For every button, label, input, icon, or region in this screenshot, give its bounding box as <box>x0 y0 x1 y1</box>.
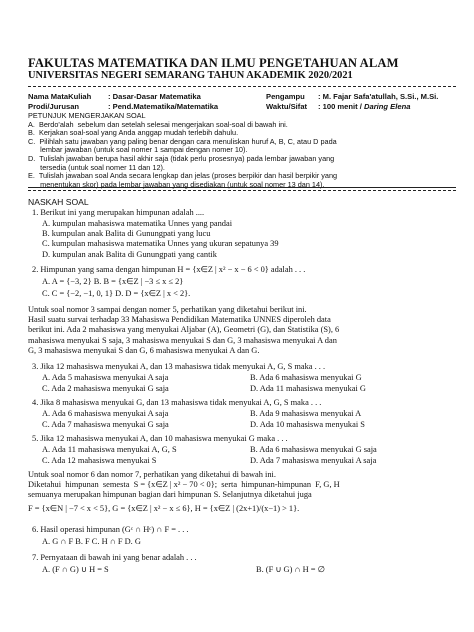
q2-option-ab: A. A = {−3, 2} B. B = {x∈Z | −3 ≤ x ≤ 2} <box>42 277 184 286</box>
q1-option-b: B. kumpulan anak Balita di Gunungpati yang lucu <box>42 229 211 239</box>
q1-option-a: A. kumpulan mahasiswa matematika Unnes yang pandai <box>42 219 233 228</box>
instructions-title: PETUNJUK MENGERJAKAN SOAL <box>28 111 146 120</box>
context-6-7 <box>28 470 456 514</box>
context-line: Hasil suatu survai terhadap 33 Mahasiswa Pendidikan Matematika UNNES diperoleh data <box>28 315 331 325</box>
naskah-title: NASKAH SOAL <box>28 197 89 207</box>
time-label: Waktu/Sifat <box>266 102 308 111</box>
q5-option-c: C. Ada 12 mahasiswa menyukai S <box>42 456 157 465</box>
q4-option-d: D. Ada 10 mahasiswa menyukai S <box>250 420 365 429</box>
context-line: berikut ini. Ada 2 mahasiswa yang menyukai Aljabar (A), Geometri (G), dan Statistika (S), 6 <box>28 325 340 335</box>
q5-option-b: B. Ada 6 mahasiswa menyukai G saja <box>250 445 377 454</box>
question-1-options <box>42 219 279 260</box>
time-mode: Daring Elena <box>364 102 411 111</box>
q3-option-b: B. Ada 6 mahasiswa menyukai G <box>250 373 362 382</box>
question-6-stem: 6. Hasil operasi himpunan (Gᶜ ∩ Hᶜ) ∩ F = . . . <box>32 525 189 534</box>
lecturer-value: : M. Fajar Safa'atullah, S.Si., M.Si. <box>318 92 439 101</box>
context-line: Untuk soal nomor 3 sampai dengan nomer 5, perhatikan yang diketahui berikut ini. <box>28 305 307 314</box>
instructions-block <box>28 112 452 189</box>
q3-option-d: D. Ada 11 mahasiswa menyukai G <box>250 384 366 393</box>
context-line: F = {x∈N | −7 < x < 5}, G = {x∈Z | x² − x ≤ 6}, H = {x∈Z | (2x+1)/(x−1) > 1}. <box>28 503 300 513</box>
q1-option-d: D. kumpulan anak Balita di Gunungpati yang cantik <box>42 249 217 259</box>
program-label: Prodi/Jurusan <box>28 102 80 111</box>
context-line: Diketahui himpunan semesta S = {x∈Z | x² − 70 < 0}; serta himpunan-himpunan F, G, H <box>28 480 340 490</box>
context-line: semuanya merupakan himpunan bagian dari himpunan S. Selanjutnya diketahui juga <box>28 490 312 500</box>
question-5-stem: 5. Jika 12 mahasiswa menyukai A, dan 10 mahasiswa menyukai G maka . . . <box>32 434 288 443</box>
q4-option-a: A. Ada 6 mahasiswa menyukai A saja <box>42 409 169 418</box>
instruction-item: A. Berdo'alah sebelum dan setelah selesai mengerjakan soal-soal di bawah ini. <box>28 119 288 129</box>
q4-option-b: B. Ada 9 mahasiswa menyukai A <box>250 409 362 418</box>
context-3-5 <box>28 305 456 356</box>
question-2-stem: 2. Himpunan yang sama dengan himpunan H = {x∈Z | x² − x − 6 < 0} adalah . . . <box>32 265 306 274</box>
course-value: : Dasar-Dasar Matematika <box>108 92 201 101</box>
lecturer-label: Pengampu <box>266 92 305 101</box>
q5-option-a: A. Ada 11 mahasiswa menyukai A, G, S <box>42 445 177 454</box>
instruction-item: E. Tulislah jawaban soal Anda secara lengkap dan jelas (proses berpikir dan hasil berpikir yang <box>28 171 338 181</box>
instruction-item: lembar jawaban (untuk soal nomer 1 sampai dengan nomer 10). <box>28 145 248 155</box>
instruction-item: C. Pilihlah satu jawaban yang paling benar dengan cara menuliskan huruf A, B, C, atau D pada <box>28 136 337 146</box>
question-7-stem: 7. Pernyataan di bawah ini yang benar adalah . . . <box>32 553 197 562</box>
faculty-title: FAKULTAS MATEMATIKA DAN ILMU PENGETAHUAN ALAM <box>28 56 399 70</box>
q7-option-b: B. (F ∪ G) ∩ H = ∅ <box>256 565 325 574</box>
q6-options: A. G ∩ F B. F C. H ∩ F D. G <box>42 537 141 546</box>
q4-option-c: C. Ada 7 mahasiswa menyukai G saja <box>42 420 169 429</box>
context-line: Untuk soal nomor 6 dan nomor 7, perhatikan yang diketahui di bawah ini. <box>28 470 276 479</box>
instructions-divider <box>28 187 456 188</box>
q5-option-d: D. Ada 7 mahasiswa menyukai A saja <box>250 456 377 465</box>
instructions-divider-2 <box>28 190 456 191</box>
q3-option-a: A. Ada 5 mahasiswa menyukai A saja <box>42 373 169 382</box>
instruction-item: D. Tulislah jawaban berupa hasil akhir saja (tidak perlu prosesnya) pada lembar jawaban yang <box>28 153 335 163</box>
context-line: G, 3 mahasiswa menyukai S dan G, 6 mahasiswa menyukai A dan G. <box>28 345 260 355</box>
course-info-left <box>28 92 218 112</box>
q1-option-c: C. kumpulan mahasiswa matematika Unnes yang ukuran sepatunya 39 <box>42 239 279 249</box>
q7-option-a: A. (F ∩ G) ∪ H = S <box>42 565 109 574</box>
question-3-stem: 3. Jika 12 mahasiswa menyukai A, dan 13 mahasiswa tidak menyukai A, G, S maka . . . <box>32 362 326 371</box>
course-info-right <box>266 92 438 112</box>
time-value: : 100 menit / <box>318 102 362 111</box>
university-title: UNIVERSITAS NEGERI SEMARANG TAHUN AKADEMIK 2020/2021 <box>28 70 353 81</box>
question-1-stem: 1. Berikut ini yang merupakan himpunan adalah .... <box>32 208 205 217</box>
instruction-item: menentukan skor) pada lembar jawaban yang disediakan (untuk soal nomer 13 dan 14). <box>28 179 325 189</box>
q3-option-c: C. Ada 2 mahasiswa menyukai G saja <box>42 384 169 393</box>
program-value: : Pend.Matematika/Matematika <box>108 102 219 111</box>
q2-option-cd: C. C = {−2, −1, 0, 1} D. D = {x∈Z | x < 2}. <box>42 289 191 298</box>
header-divider <box>28 86 456 87</box>
exam-page <box>28 0 456 632</box>
instruction-item: B. Kerjakan soal-soal yang Anda anggap mudah terlebih dahulu. <box>28 128 239 138</box>
context-line: mahasiswa menyukai S saja, 3 mahasiswa menyukai S dan G, 3 mahasiswa menyukai A dan <box>28 335 337 345</box>
instruction-item: tersedia (untuk soal nomer 11 dan 12). <box>28 162 165 172</box>
course-label: Nama MataKuliah <box>28 92 92 101</box>
question-4-stem: 4. Jika 8 mahasiswa menyukai G, dan 13 mahasiswa tidak menyukai A, G, S maka . . . <box>32 398 322 407</box>
